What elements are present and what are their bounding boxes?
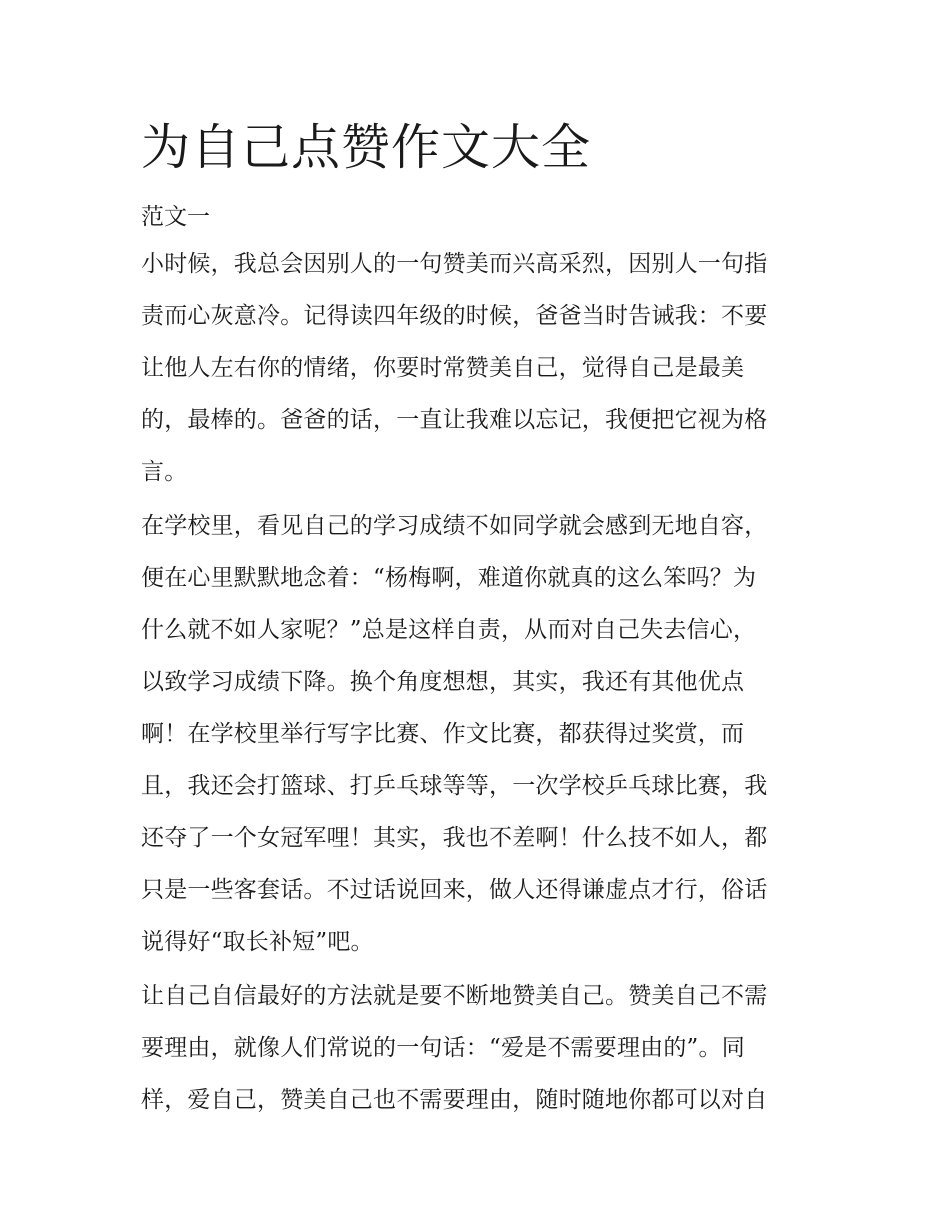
document-body [141,245,813,1133]
text-line: 让自己自信最好的方法就是要不断地赞美自己。赞美自己不需 [141,983,768,1009]
text-line: 以致学习成绩下降。换个角度想想，其实，我还有其他优点 [141,669,745,695]
paragraph [141,245,813,505]
text-line: 且，我还会打篮球、打乒乓球等等，一次学校乒乓球比赛，我 [141,773,768,799]
section-label: 范文一 [141,204,210,230]
text-line: 说得好“取长补短”吧。 [141,929,374,955]
text-line: 的，最棒的。爸爸的话，一直让我难以忘记，我便把它视为格 [141,407,768,433]
document-title: 为自己点赞作文大全 [141,119,592,176]
text-line: 言。 [141,459,188,485]
document-page [141,118,813,1135]
text-line: 小时候，我总会因别人的一句赞美而兴高采烈，因别人一句指 [141,251,768,277]
text-line: 让他人左右你的情绪，你要时常赞美自己，觉得自己是最美 [141,355,745,381]
text-line: 还夺了一个女冠军哩！其实，我也不差啊！什么技不如人，都 [141,825,768,851]
text-line: 啊！在学校里举行写字比赛、作文比赛，都获得过奖赏，而 [141,721,745,747]
text-line: 在学校里，看见自己的学习成绩不如同学就会感到无地自容， [141,513,768,539]
text-line: 责而心灰意冷。记得读四年级的时候，爸爸当时告诫我：不要 [141,303,768,329]
paragraph [141,977,813,1133]
text-line: 要理由，就像人们常说的一句话：“爱是不需要理由的”。同 [141,1035,745,1061]
text-line: 只是一些客套话。不过话说回来，做人还得谦虚点才行，俗话 [141,877,768,903]
paragraph [141,507,813,975]
text-line: 什么就不如人家呢？”总是这样自责，从而对自己失去信心， [141,617,757,643]
text-line: 样，爱自己，赞美自己也不需要理由，随时随地你都可以对自 [141,1087,768,1113]
text-line: 便在心里默默地念着：“杨梅啊，难道你就真的这么笨吗？为 [141,565,757,591]
